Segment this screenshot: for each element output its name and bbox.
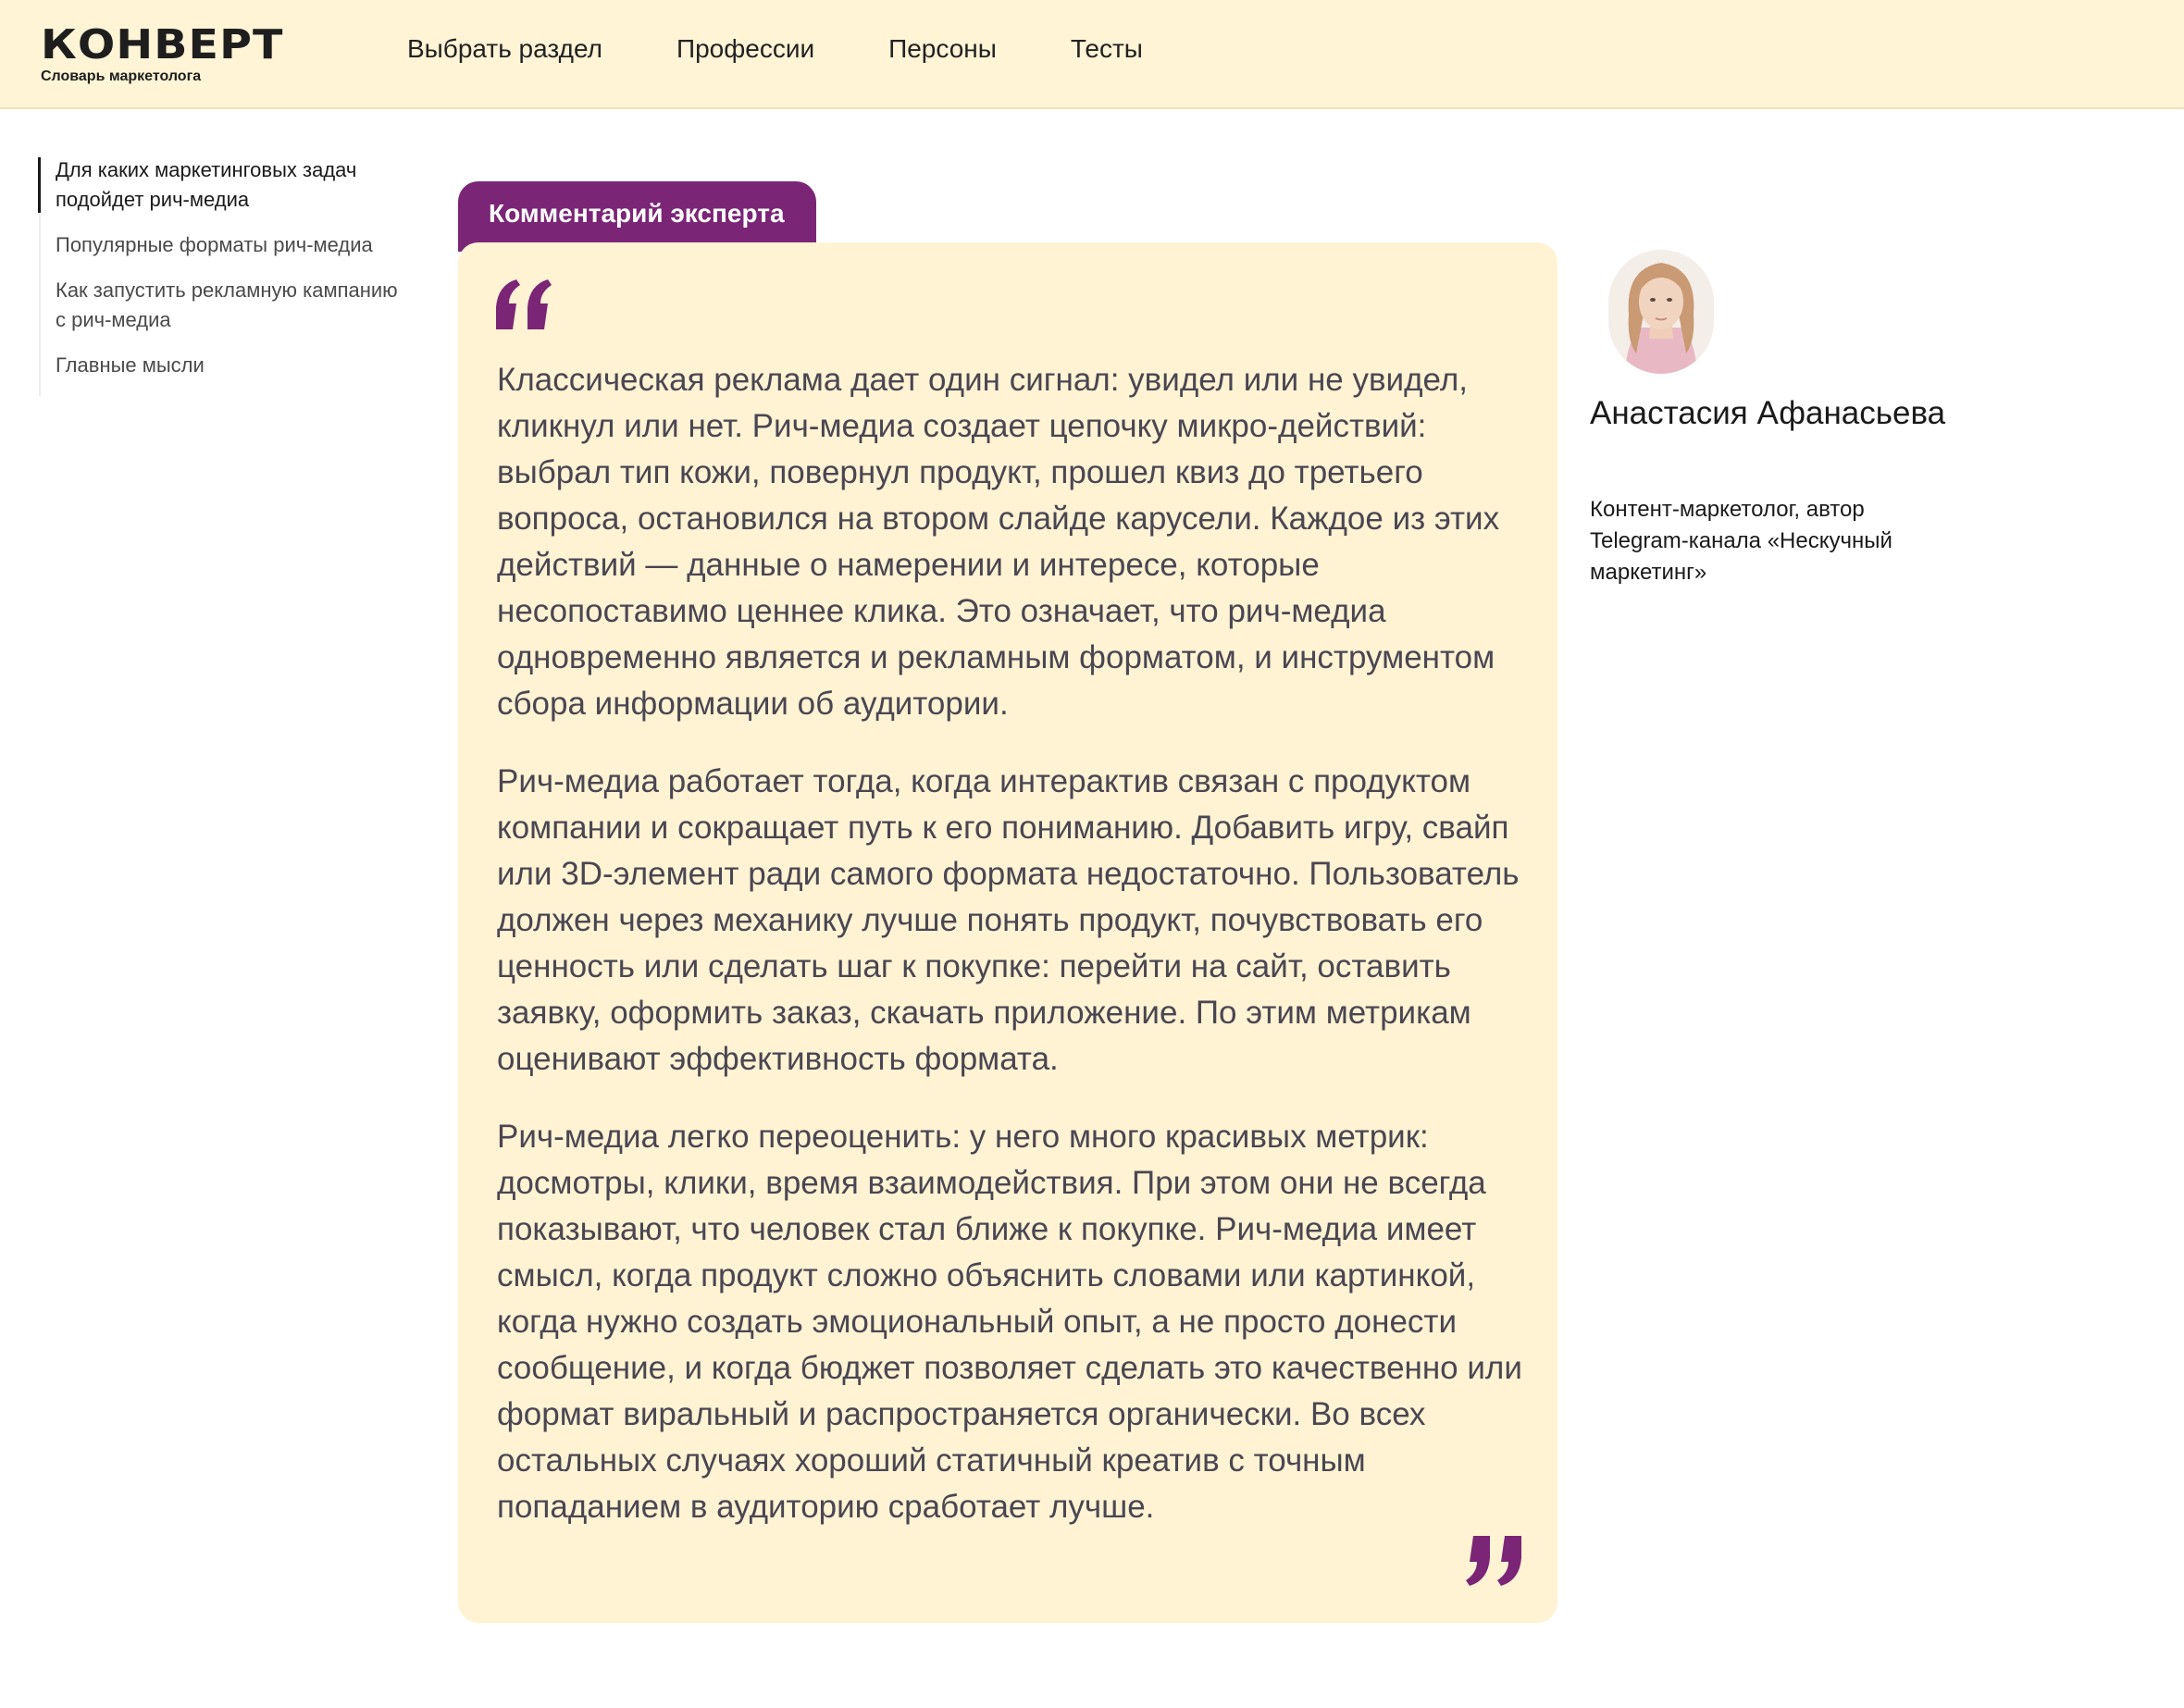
site-logo[interactable] — [41, 21, 284, 85]
comment-paragraph: Рич-медиа легко переоценить: у него много красивых метрик: досмотры, клики, время взаимодействия. При этом они не всегда показывают, что человек стал ближе к покупке. Рич-медиа имеет смысл, когда продукт сложно объяснить словами или картинкой, когда нужно создать эмоциональный опыт, а не просто донести сообщение, и когда бюджет позволяет сделать это качественно или формат виральный и распространяется органически. Во всех остальных случаях хороший статичный креатив с точным попаданием в аудиторию сработает лучше. — [497, 1119, 1522, 1525]
expert-photo — [1608, 250, 1714, 374]
expert-avatar — [1608, 250, 1714, 374]
nav-item-sections[interactable]: Выбрать раздел — [407, 34, 602, 63]
expert-role: Контент-маркетолог, автор Telegram-канала «Нескучный маркетинг» — [1590, 497, 1892, 585]
nav-item-personas[interactable]: Персоны — [888, 34, 997, 63]
logo-subtitle: Словарь маркетолога — [41, 68, 202, 84]
comment-paragraph: Рич-медиа работает тогда, когда интерактив связан с продуктом компании и сокращает путь к его пониманию. Добавить игру, свайп или 3D-элемент ради самого формата недостаточно. Пользователь должен через механику лучше понять продукт, почувствовать его ценность или сделать шаг к покупке: перейти на сайт, оставить заявку, оформить заказ, скачать приложение. По этим метрикам оценивают эффективность формата. — [497, 763, 1520, 1077]
toc-item-formats[interactable]: Популярные форматы рич-медиа — [56, 233, 373, 256]
expert-comment-tab: Комментарий эксперта — [458, 181, 816, 252]
table-of-contents — [39, 155, 409, 396]
comment-paragraph: Классическая реклама дает один сигнал: увидел или не увидел, кликнул или нет. Рич-медиа создает цепочку микро-действий: выбрал тип кожи, повернул продукт, прошел квиз до третьего вопроса, остановился на втором слайде карусели. Каждое из этих действий — данные о намерении и интересе, которые несопоставимо ценнее клика. Это означает, что рич-медиа одновременно является и рекламным форматом, и инструментом сбора информации об аудитории. — [497, 362, 1500, 722]
quote-close-icon — [1462, 1536, 1521, 1586]
expert-comment-card — [458, 242, 1557, 1623]
toc-item-tasks[interactable]: Для каких маркетинговых задач подойдет рич-медиа — [41, 155, 409, 215]
nav-item-professions[interactable]: Профессии — [676, 34, 815, 63]
toc-item-key-thoughts[interactable]: Главные мысли — [56, 353, 205, 377]
nav-item-tests[interactable]: Тесты — [1070, 34, 1143, 63]
toc-item-launch[interactable]: Как запустить рекламную кампанию с рич-медиа — [56, 278, 398, 331]
logo-title: КОНВЕРТ — [41, 21, 284, 68]
expert-comment-text — [497, 357, 1524, 1562]
expert-name: Анастасия Афанасьева — [1590, 395, 1946, 431]
quote-open-icon — [496, 279, 555, 329]
site-header — [0, 0, 2184, 109]
main-nav — [407, 33, 1217, 65]
